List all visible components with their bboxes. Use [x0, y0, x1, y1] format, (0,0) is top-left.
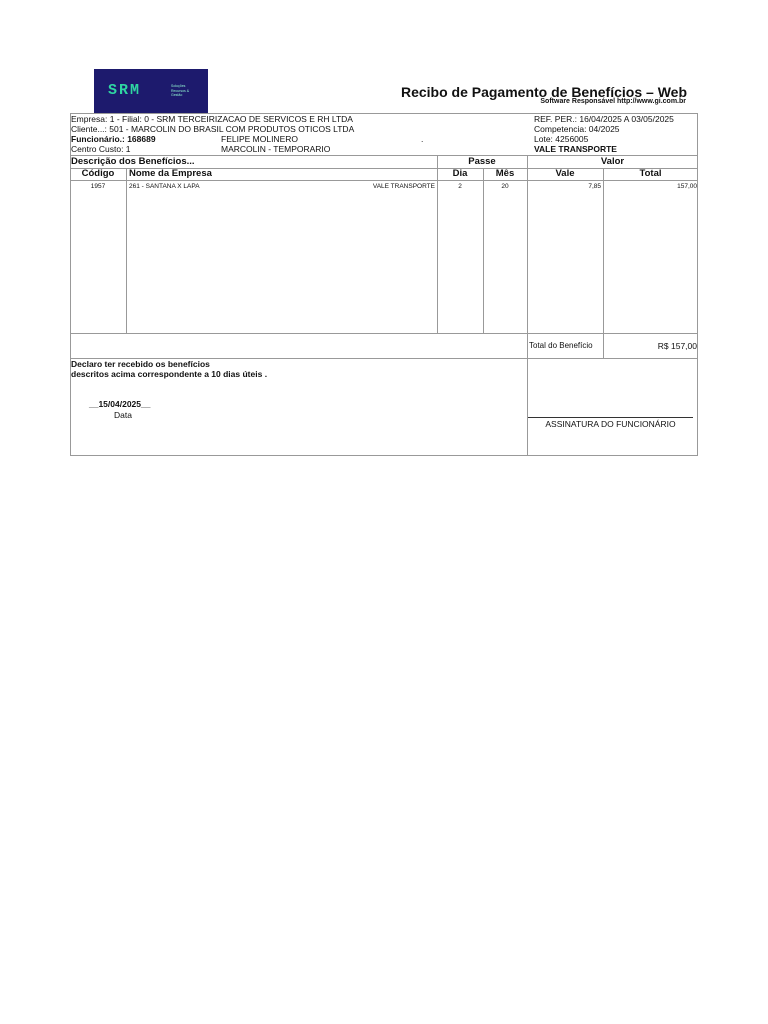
col-vale: Vale [555, 168, 575, 179]
competencia: Competencia: 04/2025 [534, 124, 620, 134]
col-mes: Mês [495, 168, 515, 179]
ref-period: REF. PER.: 16/04/2025 A 03/05/2025 [534, 114, 674, 124]
benefit-type: VALE TRANSPORTE [534, 144, 617, 154]
document-title: Recibo de Pagamento de Benefícios – Web [400, 84, 687, 100]
row-dia: 2 [458, 183, 462, 190]
total-value: R$ 157,00 [657, 341, 697, 351]
row-tipo: VALE TRANSPORTE [372, 183, 435, 190]
lote: Lote: 4256005 [534, 134, 589, 144]
funcionario-label: Funcionário.: 168689 [71, 134, 156, 144]
row-mes: 20 [501, 183, 509, 190]
software-credit: Software Responsável http://www.gi.com.br [540, 98, 686, 105]
logo-text: SRM [108, 82, 142, 99]
cliente-line: Cliente...: 501 - MARCOLIN DO BRASIL COM PRODUTOS OTICOS LTDA [71, 124, 355, 134]
date-label: Data [114, 410, 132, 420]
divider [603, 168, 604, 358]
row-total: 157,00 [677, 183, 697, 190]
col-codigo: Código [81, 168, 115, 179]
group-passe: Passe [468, 156, 496, 167]
divider [483, 168, 484, 333]
col-nome: Nome da Empresa [129, 168, 212, 179]
row-codigo: 1957 [90, 183, 106, 190]
declaration-line-2: descritos acima correspondente a 10 dias úteis . [71, 369, 268, 379]
col-dia: Dia [452, 168, 468, 179]
centro-custo-name: MARCOLIN - TEMPORARIO [221, 144, 331, 154]
declaration-line-1: Declaro ter recebido os benefícios [71, 359, 210, 369]
divider [126, 168, 127, 333]
funcionario-name: FELIPE MOLINERO [221, 134, 298, 144]
funcionario-dot: . [421, 134, 424, 144]
receipt-date: __15/04/2025__ [89, 399, 151, 409]
logo-tagline: Soluções Recursos & Gestão [171, 84, 190, 97]
group-valor: Valor [600, 156, 625, 167]
company-logo [94, 69, 208, 113]
empresa-line: Empresa: 1 - Filial: 0 - SRM TERCEIRIZACAO DE SERVICOS E RH LTDA [71, 114, 353, 124]
signature-line [528, 417, 693, 418]
centro-custo: Centro Custo: 1 [71, 144, 131, 154]
row-vale: 7,85 [588, 183, 601, 190]
divider [527, 155, 528, 456]
total-label: Total do Benefício [529, 341, 593, 350]
signature-label: ASSINATURA DO FUNCIONÁRIO [545, 419, 676, 429]
group-desc: Descrição dos Benefícios... [71, 156, 195, 167]
row-nome: 261 - SANTANA X LAPA [129, 183, 200, 190]
col-total: Total [639, 168, 662, 179]
